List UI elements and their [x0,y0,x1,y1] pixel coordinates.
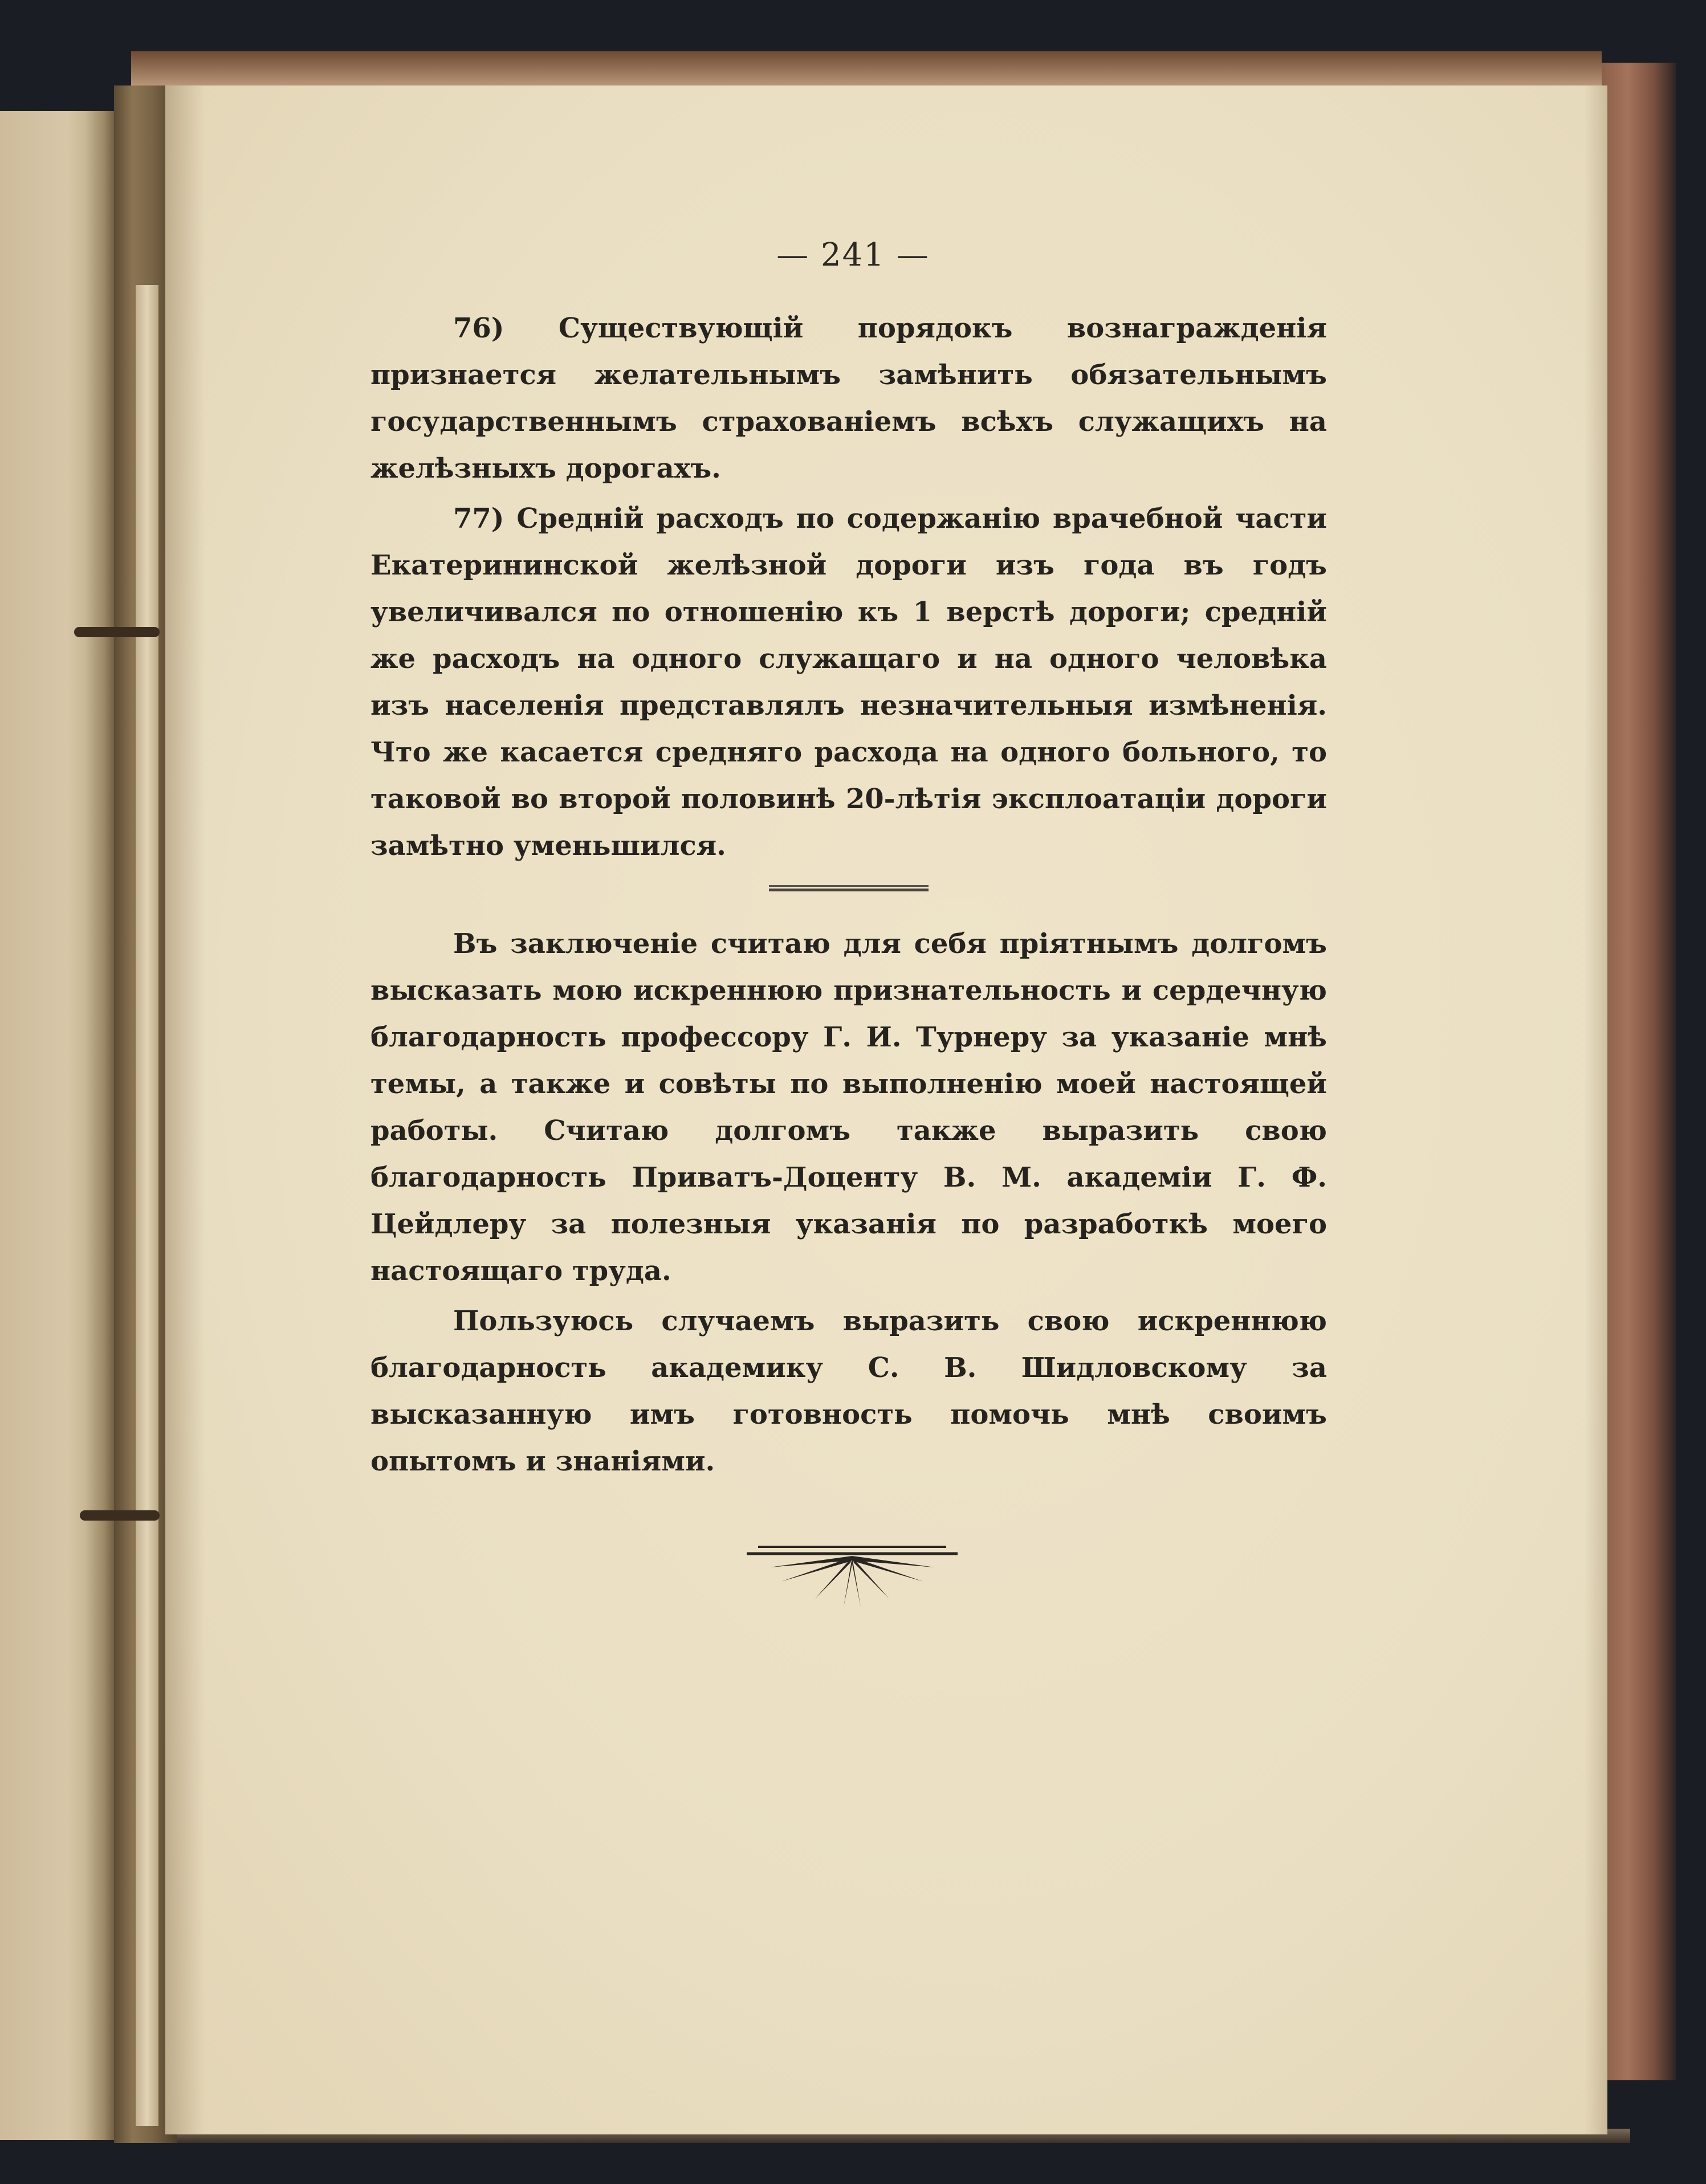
section-divider [769,885,929,892]
binding-stitch [74,627,160,637]
paragraph-77: 77) Средній расходъ по содержанію врачебной части Екатерининской желѣзной дороги изъ года въ годъ увеличивался по отношенію къ 1 верстѣ дороги; средній же расходъ на одного служащаго и на одного человѣка изъ населенія представлялъ незначительныя измѣненія. Что же касается средняго расхода на одного больного, то таковой во второй половинѣ 20-лѣтія эксплоатаціи дороги замѣтно уменьшился. [370,503,1327,862]
acknowledgement-paragraph-2: Пользуюсь случаемъ выразить свою искреннюю благодарность академику С. В. Шидловскому за высказанную имъ готовность помочь мнѣ своимъ опытомъ и знаніями. [370,1305,1327,1477]
acknowledgement-paragraph: Въ заключеніе считаю для себя пріятнымъ долгомъ высказать мою искреннюю признательность и сердечную благодарность профессору Г. И. Турнеру за указаніе мнѣ темы, а также и совѣты по выполненію моей настоящей работы. Считаю долгомъ также выразить свою благодарность Приватъ-Доценту В. М. академіи Г. Ф. Цейдлеру за полезныя указанія по разработкѣ моего настоящаго труда. [370,928,1327,1287]
book-right-edge [1602,63,1676,2080]
paragraph-76: 76) Существующій порядокъ вознагражденія признается желательнымъ замѣнить обязательнымъ государственнымъ страхованіемъ всѣхъ служащихъ на желѣзныхъ дорогахъ. [370,312,1327,484]
tailpiece-ornament [747,1539,958,1619]
page-body [370,305,1327,1485]
spine-gutter [136,285,158,2126]
page-number: — 241 — [776,237,930,274]
binding-stitch [80,1510,160,1521]
